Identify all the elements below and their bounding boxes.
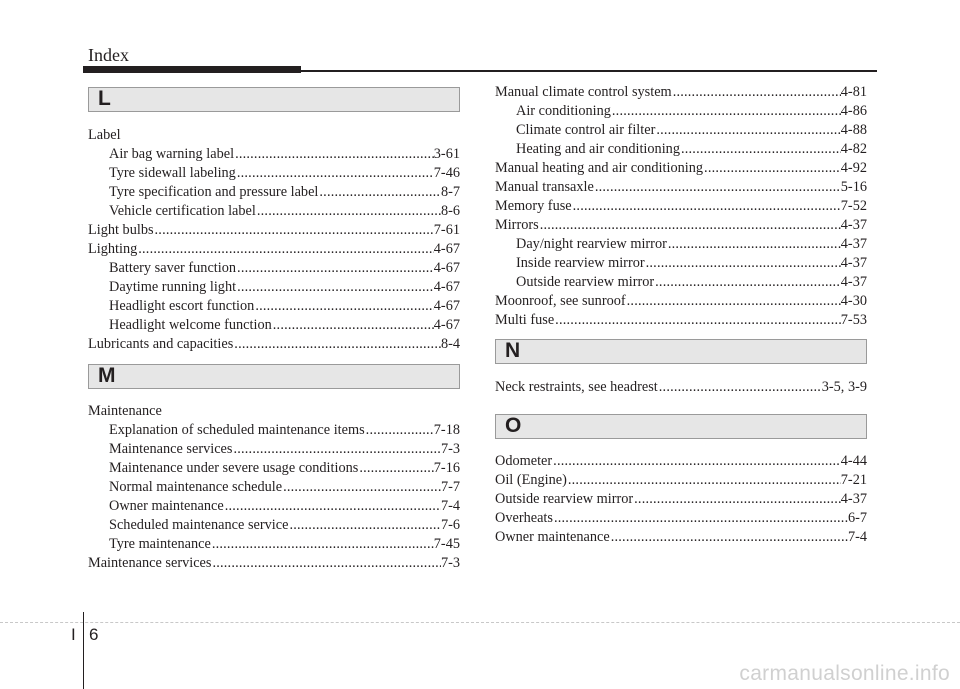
index-entry [495, 83, 867, 102]
entry-page: 7-7 [440, 479, 460, 495]
entry-text: Battery saver function [109, 260, 237, 276]
entry-text: Headlight escort function [109, 298, 255, 314]
entry-page: 4-92 [840, 160, 867, 176]
entry-text: Manual climate control system [495, 84, 672, 100]
dot-leader [234, 145, 434, 164]
entry-page: 8-6 [440, 203, 460, 219]
dot-leader [236, 164, 434, 183]
entry-text: Explanation of scheduled maintenance items [109, 422, 365, 438]
entry-text: Memory fuse [495, 198, 572, 214]
entry-page: 7-46 [433, 165, 460, 181]
index-entry [495, 509, 867, 528]
entry-text: Manual heating and air conditioning [495, 160, 704, 176]
index-entry [495, 311, 867, 330]
index-entry [88, 202, 460, 221]
entry-text: Climate control air filter [516, 122, 656, 138]
page-title: Index [88, 45, 129, 65]
section-letter: N [505, 339, 521, 362]
entry-page: 4-37 [840, 236, 867, 252]
entry-text: Neck restraints, see headrest [495, 379, 658, 395]
entry-page: 7-6 [440, 517, 460, 533]
entry-page: 4-67 [433, 260, 460, 276]
index-entry [88, 164, 460, 183]
index-entry [88, 440, 460, 459]
entry-text: Moonroof, see sunroof [495, 293, 626, 309]
index-entry [88, 478, 460, 497]
entry-page: 7-45 [433, 536, 460, 552]
entry-text: Outside rearview mirror [495, 491, 634, 507]
dot-leader [554, 311, 841, 330]
entry-text: Manual transaxle [495, 179, 594, 195]
entry-text: Vehicle certification label [109, 203, 256, 219]
dot-leader [567, 471, 841, 490]
index-entry [495, 121, 867, 140]
dot-leader [137, 240, 434, 259]
dot-leader [318, 183, 441, 202]
entry-page: 4-37 [840, 274, 867, 290]
dot-leader [211, 554, 440, 573]
index-entry [495, 140, 867, 159]
entry-page: 4-67 [433, 279, 460, 295]
entry-text: Mirrors [495, 217, 539, 233]
entry-text: Maintenance services [109, 441, 233, 457]
section-letter: L [98, 87, 111, 110]
entry-page: 7-4 [847, 529, 867, 545]
section-letter: O [505, 414, 522, 437]
entry-page: 4-88 [840, 122, 867, 138]
section-header-m [88, 364, 460, 389]
entry-text: Multi fuse [495, 312, 555, 328]
index-entry [495, 216, 867, 235]
index-entry [88, 259, 460, 278]
entry-page: 7-3 [440, 555, 460, 571]
entry-text: Tyre maintenance [109, 536, 211, 552]
entry-page: 4-37 [840, 255, 867, 271]
entry-text: Maintenance under severe usage conditions [109, 460, 359, 476]
footer-section-letter: I [71, 625, 76, 644]
dot-leader [256, 202, 441, 221]
dot-leader [645, 254, 841, 273]
index-entry [88, 278, 460, 297]
section-letter: M [98, 364, 116, 387]
dot-leader [154, 221, 434, 240]
dot-leader [233, 335, 441, 354]
dot-leader [672, 83, 841, 102]
dot-leader [572, 197, 841, 216]
entry-text: Oil (Engine) [495, 472, 567, 488]
entry-text: Heating and air conditioning [516, 141, 680, 157]
dot-leader [655, 121, 840, 140]
dot-leader [236, 278, 434, 297]
dot-leader [680, 140, 841, 159]
entry-page: 3-61 [433, 146, 460, 162]
index-entry [88, 316, 460, 335]
entry-text: Normal maintenance schedule [109, 479, 283, 495]
index-entry [495, 254, 867, 273]
entry-text: Outside rearview mirror [516, 274, 655, 290]
section-header-n [495, 339, 867, 364]
dot-leader [611, 102, 841, 121]
index-entry [88, 459, 460, 478]
entry-page: 5-16 [840, 179, 867, 195]
index-entry [495, 273, 867, 292]
footer-vertical-rule [83, 612, 84, 689]
index-entry [88, 145, 460, 164]
entry-page: 3-5, 3-9 [821, 379, 867, 395]
index-entry [88, 497, 460, 516]
entry-text: Day/night rearview mirror [516, 236, 667, 252]
index-entry [495, 178, 867, 197]
index-entry [88, 402, 460, 421]
entry-page: 7-53 [840, 312, 867, 328]
dot-leader [610, 528, 848, 547]
index-entry [495, 490, 867, 509]
index-entry [495, 102, 867, 121]
entry-text: Lighting [88, 241, 138, 257]
footer-dashed-rule [0, 622, 960, 623]
dot-leader [232, 440, 440, 459]
entry-page: 4-82 [840, 141, 867, 157]
entry-text: Tyre specification and pressure label [109, 184, 319, 200]
dot-leader [288, 516, 441, 535]
index-entry [88, 221, 460, 240]
entry-page: 6-7 [847, 510, 867, 526]
entry-page: 4-67 [433, 241, 460, 257]
entry-page: 7-21 [840, 472, 867, 488]
section-header-l [88, 87, 460, 112]
dot-leader [553, 509, 848, 528]
header-rule [83, 70, 877, 72]
entry-text: Inside rearview mirror [516, 255, 645, 271]
entry-text: Air bag warning label [109, 146, 235, 162]
dot-leader [594, 178, 841, 197]
index-entry [88, 126, 460, 145]
dot-leader [552, 452, 841, 471]
entry-page: 4-67 [433, 317, 460, 333]
index-entry [495, 159, 867, 178]
entry-text: Maintenance services [88, 555, 212, 571]
entry-page: 4-67 [433, 298, 460, 314]
dot-leader [282, 478, 441, 497]
index-entry [88, 421, 460, 440]
entry-text: Odometer [495, 453, 553, 469]
entry-page: 4-81 [840, 84, 867, 100]
index-entry [495, 197, 867, 216]
index-entry [88, 554, 460, 573]
index-entry [88, 335, 460, 354]
dot-leader [633, 490, 841, 509]
index-entry [495, 292, 867, 311]
dot-leader [224, 497, 441, 516]
footer-page-number: 6 [89, 625, 99, 644]
entry-page: 4-86 [840, 103, 867, 119]
entry-page: 7-4 [440, 498, 460, 514]
dot-leader [539, 216, 841, 235]
entry-text: Light bulbs [88, 222, 154, 238]
entry-page: 7-3 [440, 441, 460, 457]
index-entry [88, 297, 460, 316]
entry-text: Overheats [495, 510, 553, 526]
index-entry [495, 452, 867, 471]
entry-page: 7-52 [840, 198, 867, 214]
index-list-m-continued [495, 83, 867, 330]
dot-leader [703, 159, 841, 178]
index-entry [495, 378, 867, 397]
index-list-o [495, 452, 867, 547]
index-entry [88, 240, 460, 259]
entry-text: Headlight welcome function [109, 317, 272, 333]
entry-page: 4-44 [840, 453, 867, 469]
dot-leader [358, 459, 433, 478]
entry-text: Owner maintenance [495, 529, 610, 545]
watermark: carmanualsonline.info [739, 662, 950, 685]
dot-leader [254, 297, 433, 316]
entry-page: 4-30 [840, 293, 867, 309]
entry-page: 7-16 [433, 460, 460, 476]
index-list-n [495, 378, 867, 397]
dot-leader [654, 273, 841, 292]
entry-page: 4-37 [840, 491, 867, 507]
dot-leader [658, 378, 822, 397]
entry-page: 4-37 [840, 217, 867, 233]
index-list-m [88, 402, 460, 573]
entry-text: Daytime running light [109, 279, 237, 295]
dot-leader [626, 292, 841, 311]
entry-page: 8-4 [440, 336, 460, 352]
entry-text: Lubricants and capacities [88, 336, 234, 352]
dot-leader [365, 421, 434, 440]
index-entry [495, 235, 867, 254]
dot-leader [272, 316, 434, 335]
index-entry [88, 535, 460, 554]
dot-leader [236, 259, 434, 278]
index-entry [88, 516, 460, 535]
index-entry [495, 528, 867, 547]
section-header-o [495, 414, 867, 439]
index-list-l [88, 126, 460, 354]
entry-text: Scheduled maintenance service [109, 517, 289, 533]
entry-text: Tyre sidewall labeling [109, 165, 236, 181]
entry-text: Label [88, 127, 121, 143]
dot-leader [211, 535, 434, 554]
entry-text: Owner maintenance [109, 498, 224, 514]
entry-page: 7-18 [433, 422, 460, 438]
entry-text: Maintenance [88, 403, 162, 419]
entry-page: 7-61 [433, 222, 460, 238]
entry-page: 8-7 [440, 184, 460, 200]
dot-leader [667, 235, 841, 254]
entry-text: Air conditioning [516, 103, 611, 119]
index-entry [495, 471, 867, 490]
index-entry [88, 183, 460, 202]
